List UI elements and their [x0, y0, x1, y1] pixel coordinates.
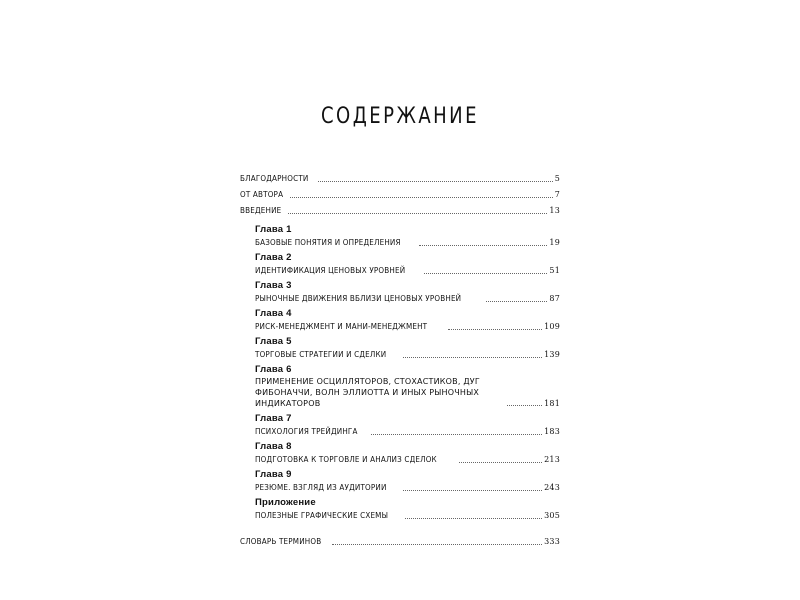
- table-of-contents: [240, 168, 560, 547]
- chapter-heading: Глава 3: [255, 280, 292, 291]
- dot-leader: [371, 434, 542, 435]
- toc-page-number: 183: [544, 427, 560, 436]
- toc-entry-from-author[interactable]: [240, 184, 560, 200]
- toc-entry-chapter-2[interactable]: [255, 264, 560, 276]
- toc-entry-introduction[interactable]: [240, 200, 560, 216]
- toc-entry-chapter-9[interactable]: [255, 481, 560, 493]
- toc-entry-appendix[interactable]: [255, 509, 560, 521]
- toc-page-number: 109: [544, 322, 560, 331]
- toc-chapter-4: [255, 308, 560, 332]
- chapter-heading: Глава 9: [255, 469, 292, 480]
- toc-chapter-3: [255, 280, 560, 304]
- toc-entry-label: ПСИХОЛОГИЯ ТРЕЙДИНГА: [255, 427, 358, 436]
- chapter-heading: Глава 8: [255, 441, 292, 452]
- dot-leader: [459, 462, 542, 463]
- toc-entry-acknowledgements[interactable]: [240, 168, 560, 184]
- chapter-heading: Приложение: [255, 497, 316, 508]
- toc-page-number: 139: [544, 350, 560, 359]
- toc-page-number: 181: [544, 399, 560, 408]
- toc-chapter-7: [255, 413, 560, 437]
- toc-chapter-6: [255, 364, 560, 409]
- toc-page-number: 7: [554, 190, 560, 199]
- toc-chapter-5: [255, 336, 560, 360]
- toc-entry-label: ОТ АВТОРА: [240, 190, 284, 199]
- toc-page-number: 51: [549, 266, 560, 275]
- toc-appendix: [255, 497, 560, 521]
- toc-entry-label: СЛОВАРЬ ТЕРМИНОВ: [240, 537, 322, 546]
- toc-entry-chapter-1[interactable]: [255, 236, 560, 248]
- page-title: СОДЕРЖАНИЕ: [320, 104, 480, 129]
- dot-leader: [288, 213, 547, 214]
- toc-entry-label: БЛАГОДАРНОСТИ: [240, 174, 309, 183]
- toc-chapter-9: [255, 469, 560, 493]
- toc-page-number: 243: [544, 483, 560, 492]
- toc-entry-label: РЕЗЮМЕ. ВЗГЛЯД ИЗ АУДИТОРИИ: [255, 483, 387, 492]
- toc-entry-label: ИДЕНТИФИКАЦИЯ ЦЕНОВЫХ УРОВНЕЙ: [255, 266, 406, 275]
- chapter-heading: Глава 7: [255, 413, 292, 424]
- toc-chapter-1: [255, 224, 560, 248]
- dot-leader: [318, 181, 553, 182]
- toc-entry-chapter-4[interactable]: [255, 320, 560, 332]
- chapter-heading: Глава 4: [255, 308, 292, 319]
- toc-page-number: 305: [544, 511, 560, 520]
- toc-page-number: 19: [549, 238, 560, 247]
- toc-entry-chapter-6[interactable]: [255, 376, 560, 409]
- toc-page-number: 5: [554, 174, 560, 183]
- toc-entry-label: РЫНОЧНЫЕ ДВИЖЕНИЯ ВБЛИЗИ ЦЕНОВЫХ УРОВНЕЙ: [255, 294, 462, 303]
- dot-leader: [290, 197, 553, 198]
- toc-entry-label: ТОРГОВЫЕ СТРАТЕГИИ И СДЕЛКИ: [255, 350, 387, 359]
- dot-leader: [448, 329, 542, 330]
- chapter-heading: Глава 5: [255, 336, 292, 347]
- dot-leader: [405, 518, 542, 519]
- toc-entry-chapter-3[interactable]: [255, 292, 560, 304]
- chapter-heading: Глава 1: [255, 224, 292, 235]
- dot-leader: [486, 301, 547, 302]
- toc-entry-glossary[interactable]: [240, 531, 560, 547]
- toc-page-number: 213: [544, 455, 560, 464]
- dot-leader: [419, 245, 548, 246]
- toc-entry-label: РИСК-МЕНЕДЖМЕНТ И МАНИ-МЕНЕДЖМЕНТ: [255, 322, 428, 331]
- toc-page-number: 87: [549, 294, 560, 303]
- toc-entry-label: ПРИМЕНЕНИЕ ОСЦИЛЛЯТОРОВ, СТОХАСТИКОВ, ДУГ ФИБОНАЧЧИ, ВОЛН ЭЛЛИОТТА И ИНЫХ РЫНОЧНЫХ ИНДИКАТОРОВ: [255, 377, 480, 408]
- toc-chapter-8: [255, 441, 560, 465]
- toc-entry-chapter-8[interactable]: [255, 453, 560, 465]
- toc-page-number: 333: [544, 537, 560, 546]
- dot-leader: [403, 357, 542, 358]
- chapter-heading: Глава 2: [255, 252, 292, 263]
- toc-chapter-2: [255, 252, 560, 276]
- dot-leader: [332, 544, 542, 545]
- toc-entry-chapter-5[interactable]: [255, 348, 560, 360]
- toc-entry-label: ПОЛЕЗНЫЕ ГРАФИЧЕСКИЕ СХЕМЫ: [255, 511, 389, 520]
- dot-leader: [424, 273, 547, 274]
- dot-leader: [507, 405, 542, 406]
- toc-entry-label: ПОДГОТОВКА К ТОРГОВЛЕ И АНАЛИЗ СДЕЛОК: [255, 455, 437, 464]
- toc-page-number: 13: [549, 206, 560, 215]
- toc-entry-label: БАЗОВЫЕ ПОНЯТИЯ И ОПРЕДЕЛЕНИЯ: [255, 238, 401, 247]
- toc-entry-chapter-7[interactable]: [255, 425, 560, 437]
- toc-entry-label: ВВЕДЕНИЕ: [240, 206, 282, 215]
- dot-leader: [403, 490, 542, 491]
- chapter-heading: Глава 6: [255, 364, 292, 375]
